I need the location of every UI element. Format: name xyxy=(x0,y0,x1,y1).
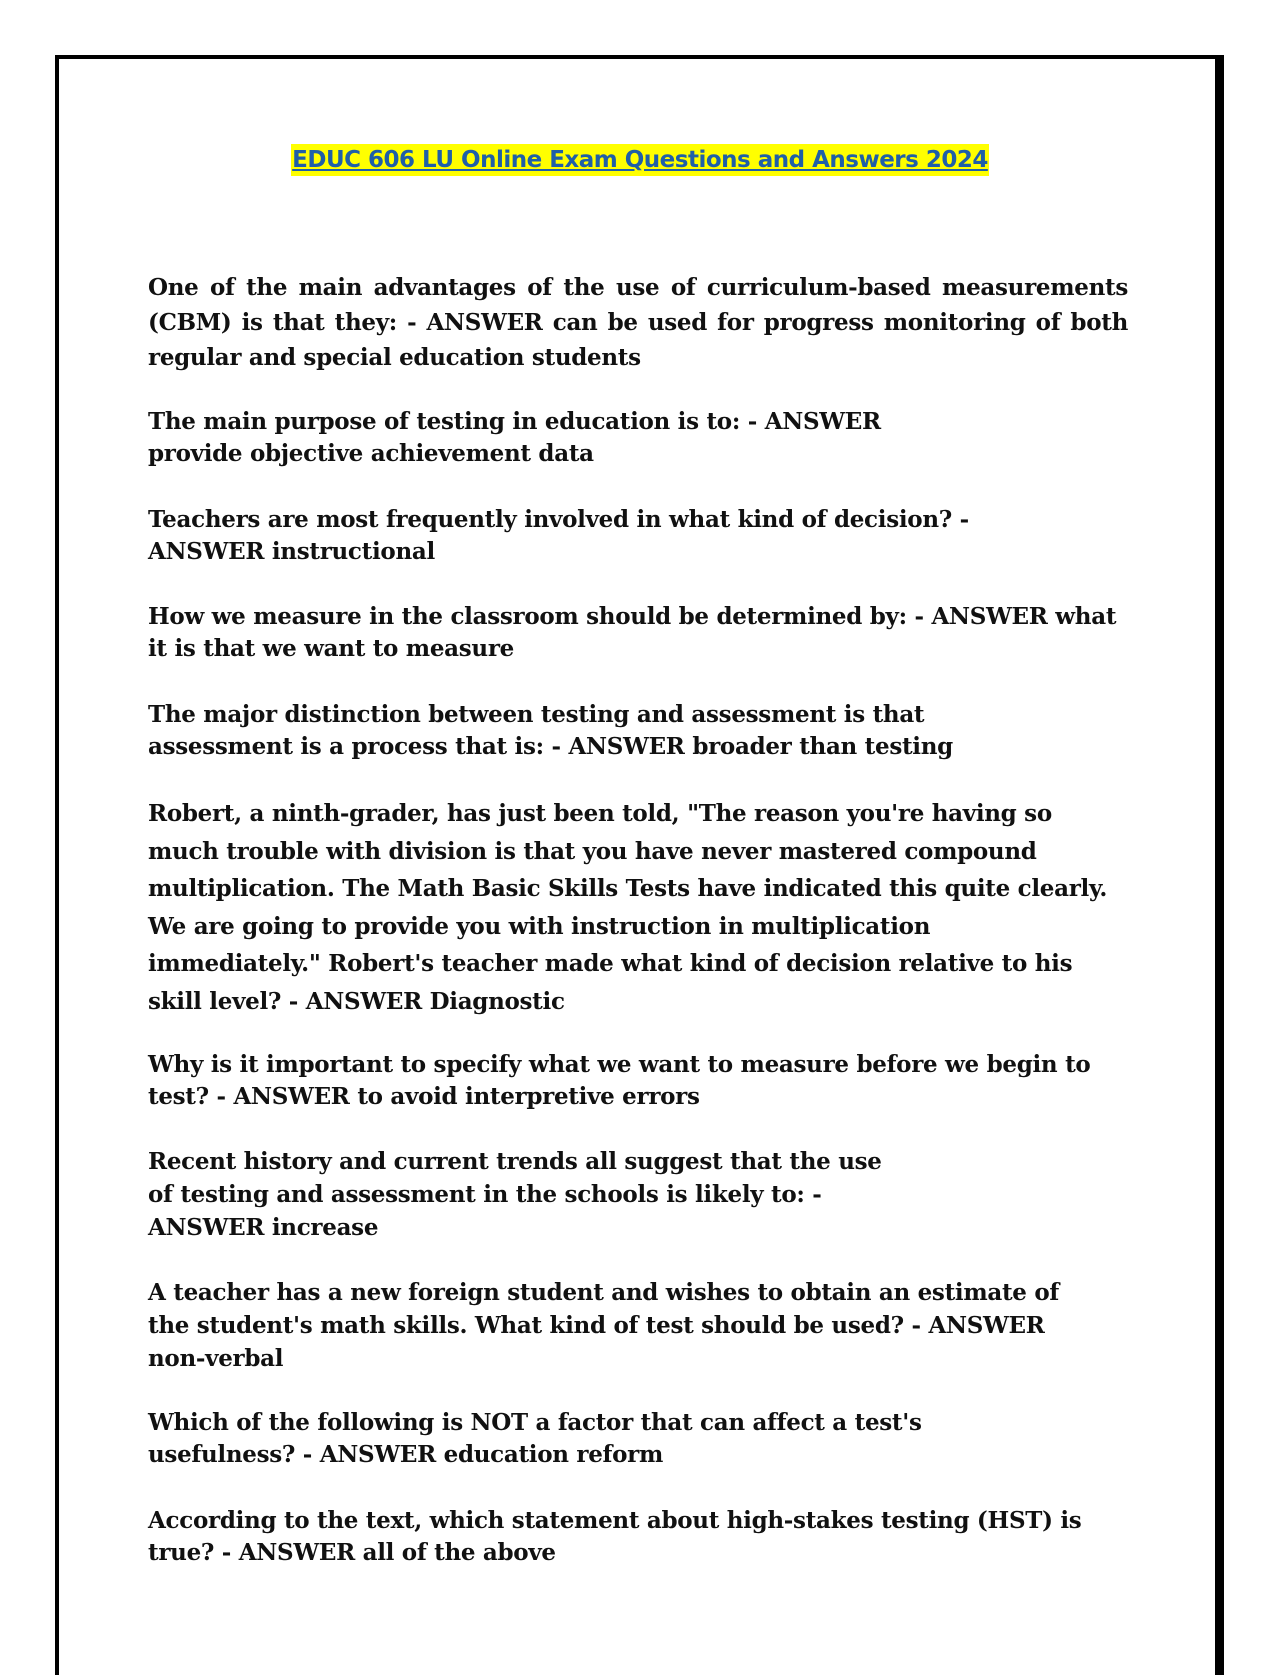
qa-item-9: A teacher has a new foreign student and wishes to obtain an estimate of the student's math skills. What kind of test should be used? - ANSWER non-verbal xyxy=(148,1279,1059,1372)
qa-item-6: Robert, a ninth-grader, has just been told, "The reason you're having so much trouble with division is that you have never mastered compound multiplication. The Math Basic Skills Tests have indicated this quite clearly. We are going to provide you with instruction in multiplication immediately." Robert's teacher made what kind of decision relative to his skill level? - ANSWER Diagnostic xyxy=(148,800,1108,1015)
qa-item-3: Teachers are most frequently involved in what kind of decision? - ANSWER instructional xyxy=(148,506,969,565)
qa-item-8: Recent history and current trends all suggest that the use of testing and assessment in the schools is likely to: - ANSWER increase xyxy=(148,1148,882,1241)
qa-item-2: The main purpose of testing in education is to: - ANSWER provide objective achievement data xyxy=(148,408,881,467)
qa-item-4: How we measure in the classroom should be determined by: - ANSWER what it is that we want to measure xyxy=(148,603,1117,662)
title-container xyxy=(0,144,1280,176)
qa-item-11: According to the text, which statement about high-stakes testing (HST) is true? - ANSWER all of the above xyxy=(148,1507,1082,1566)
document-title: EDUC 606 LU Online Exam Questions and Answers 2024 xyxy=(291,144,989,176)
qa-item-1: One of the main advantages of the use of curriculum-based measurements (CBM) is that they: - ANSWER can be used for progress monitoring of both regular and special education students xyxy=(148,274,1128,371)
qa-item-10: Which of the following is NOT a factor that can affect a test's usefulness? - ANSWER education reform xyxy=(148,1409,922,1468)
qa-item-7: Why is it important to specify what we want to measure before we begin to test? - ANSWER to avoid interpretive errors xyxy=(148,1051,1091,1110)
qa-item-5: The major distinction between testing and assessment is that assessment is a process that is: - ANSWER broader than testing xyxy=(148,701,953,760)
